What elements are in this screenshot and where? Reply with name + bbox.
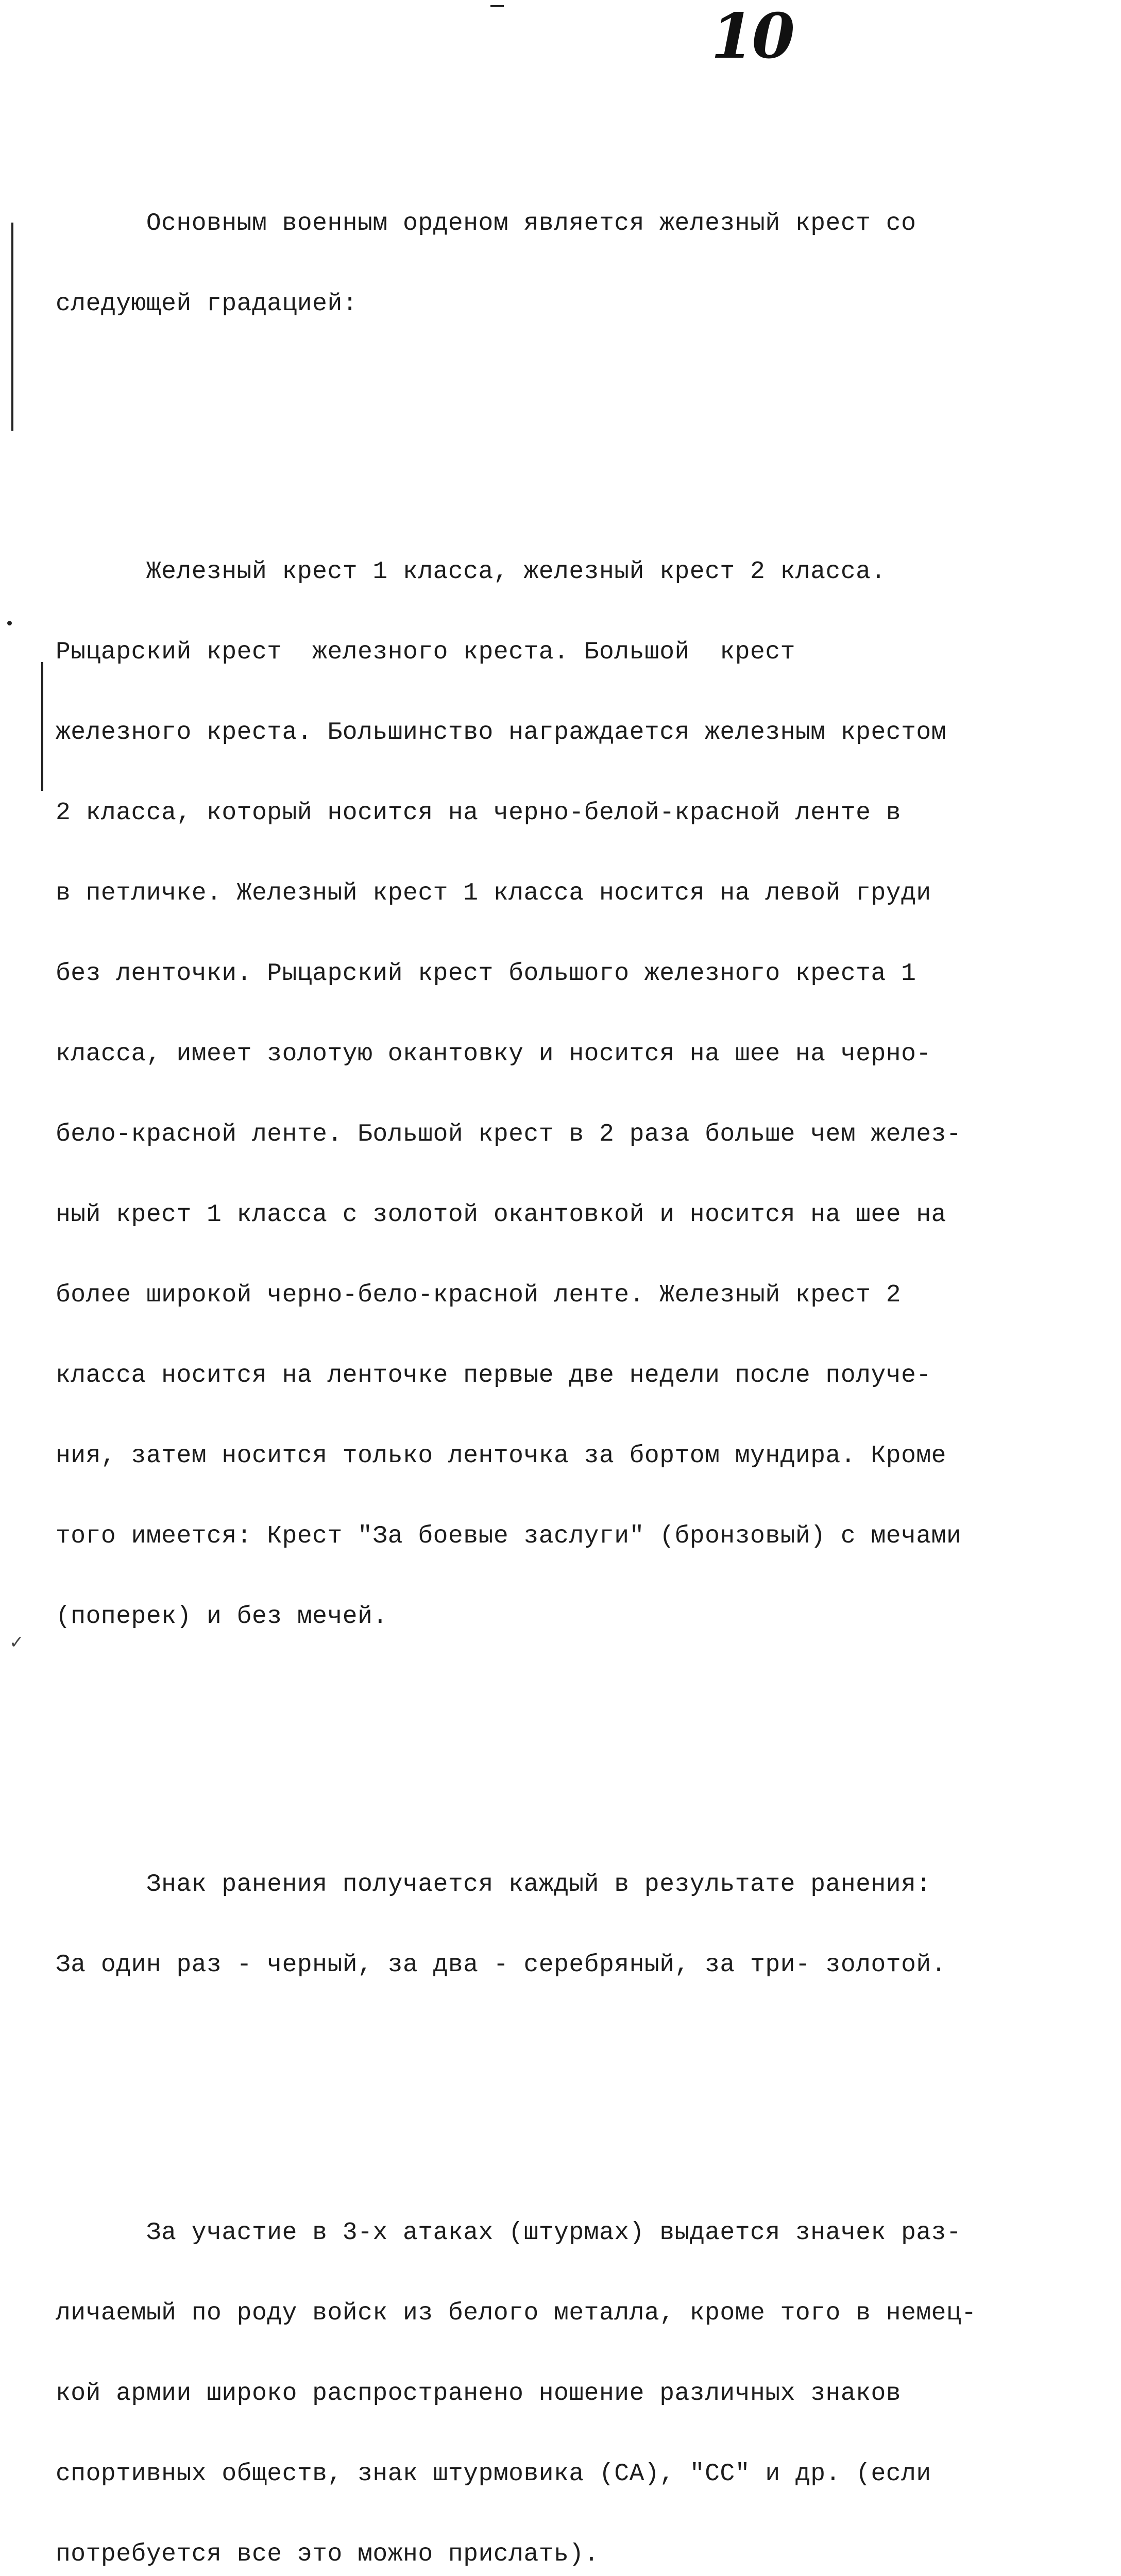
text-line: кой армии широко распространено ношение различных знаков — [56, 2380, 902, 2408]
text-line: класса носится на ленточке первые две недели после получе- — [56, 1362, 931, 1389]
paragraph-assault-badge — [56, 2166, 1101, 2576]
page-number: 10 — [711, 0, 793, 73]
document-body — [56, 103, 1101, 2576]
text-line: Железный крест 1 класса, железный крест 2 класса. — [56, 558, 886, 586]
text-line: За участие в 3-х атаках (штурмах) выдается значек раз- — [56, 2219, 962, 2247]
top-dash-mark — [490, 5, 504, 7]
text-line: класса, имеет золотую окантовку и носится на шее на черно- — [56, 1040, 931, 1068]
text-line: железного креста. Большинство награждается железным крестом — [56, 719, 946, 747]
text-line: в петличке. Железный крест 1 класса носится на левой груди — [56, 879, 931, 907]
text-line: более широкой черно-бело-красной ленте. Железный крест 2 — [56, 1281, 902, 1309]
text-line: 2 класса, который носится на черно-белой-красной ленте в — [56, 799, 902, 827]
text-line: того имеется: Крест "За боевые заслуги" (бронзовый) с мечами — [56, 1522, 962, 1550]
margin-line-mark — [11, 223, 13, 431]
text-line: без ленточки. Рыцарский крест большого железного креста 1 — [56, 960, 916, 988]
text-line: (поперек) и без мечей. — [56, 1603, 388, 1631]
text-line: Рыцарский крест железного креста. Большой крест — [56, 638, 795, 666]
text-line: бело-красной ленте. Большой крест в 2 раза больше чем желез- — [56, 1121, 962, 1148]
text-line: Знак ранения получается каждый в результате ранения: — [56, 1871, 931, 1899]
text-line: спортивных обществ, знак штурмовика (СА), "СС" и др. (если — [56, 2460, 931, 2488]
text-line: За один раз - черный, за два - серебряный, за три- золотой. — [56, 1951, 946, 1979]
text-line: потребуется все это можно прислать). — [56, 2540, 599, 2568]
text-line: следующей градацией: — [56, 290, 358, 318]
paragraph-wound-badge — [56, 1818, 1101, 2032]
text-line: ния, затем носится только ленточка за бортом мундира. Кроме — [56, 1442, 946, 1470]
text-line: личаемый по роду войск из белого металла, кроме того в немец- — [56, 2299, 977, 2327]
paragraph-order-intro — [56, 157, 1101, 371]
margin-dot-mark — [7, 621, 12, 625]
margin-tick-mark: ✓ — [9, 1633, 24, 1652]
text-line: ный крест 1 класса с золотой окантовкой и носится на шее на — [56, 1201, 946, 1229]
paragraph-iron-cross — [56, 505, 1101, 1684]
margin-bracket-mark — [41, 662, 43, 791]
text-line: Основным военным орденом является железный крест со — [56, 210, 916, 238]
